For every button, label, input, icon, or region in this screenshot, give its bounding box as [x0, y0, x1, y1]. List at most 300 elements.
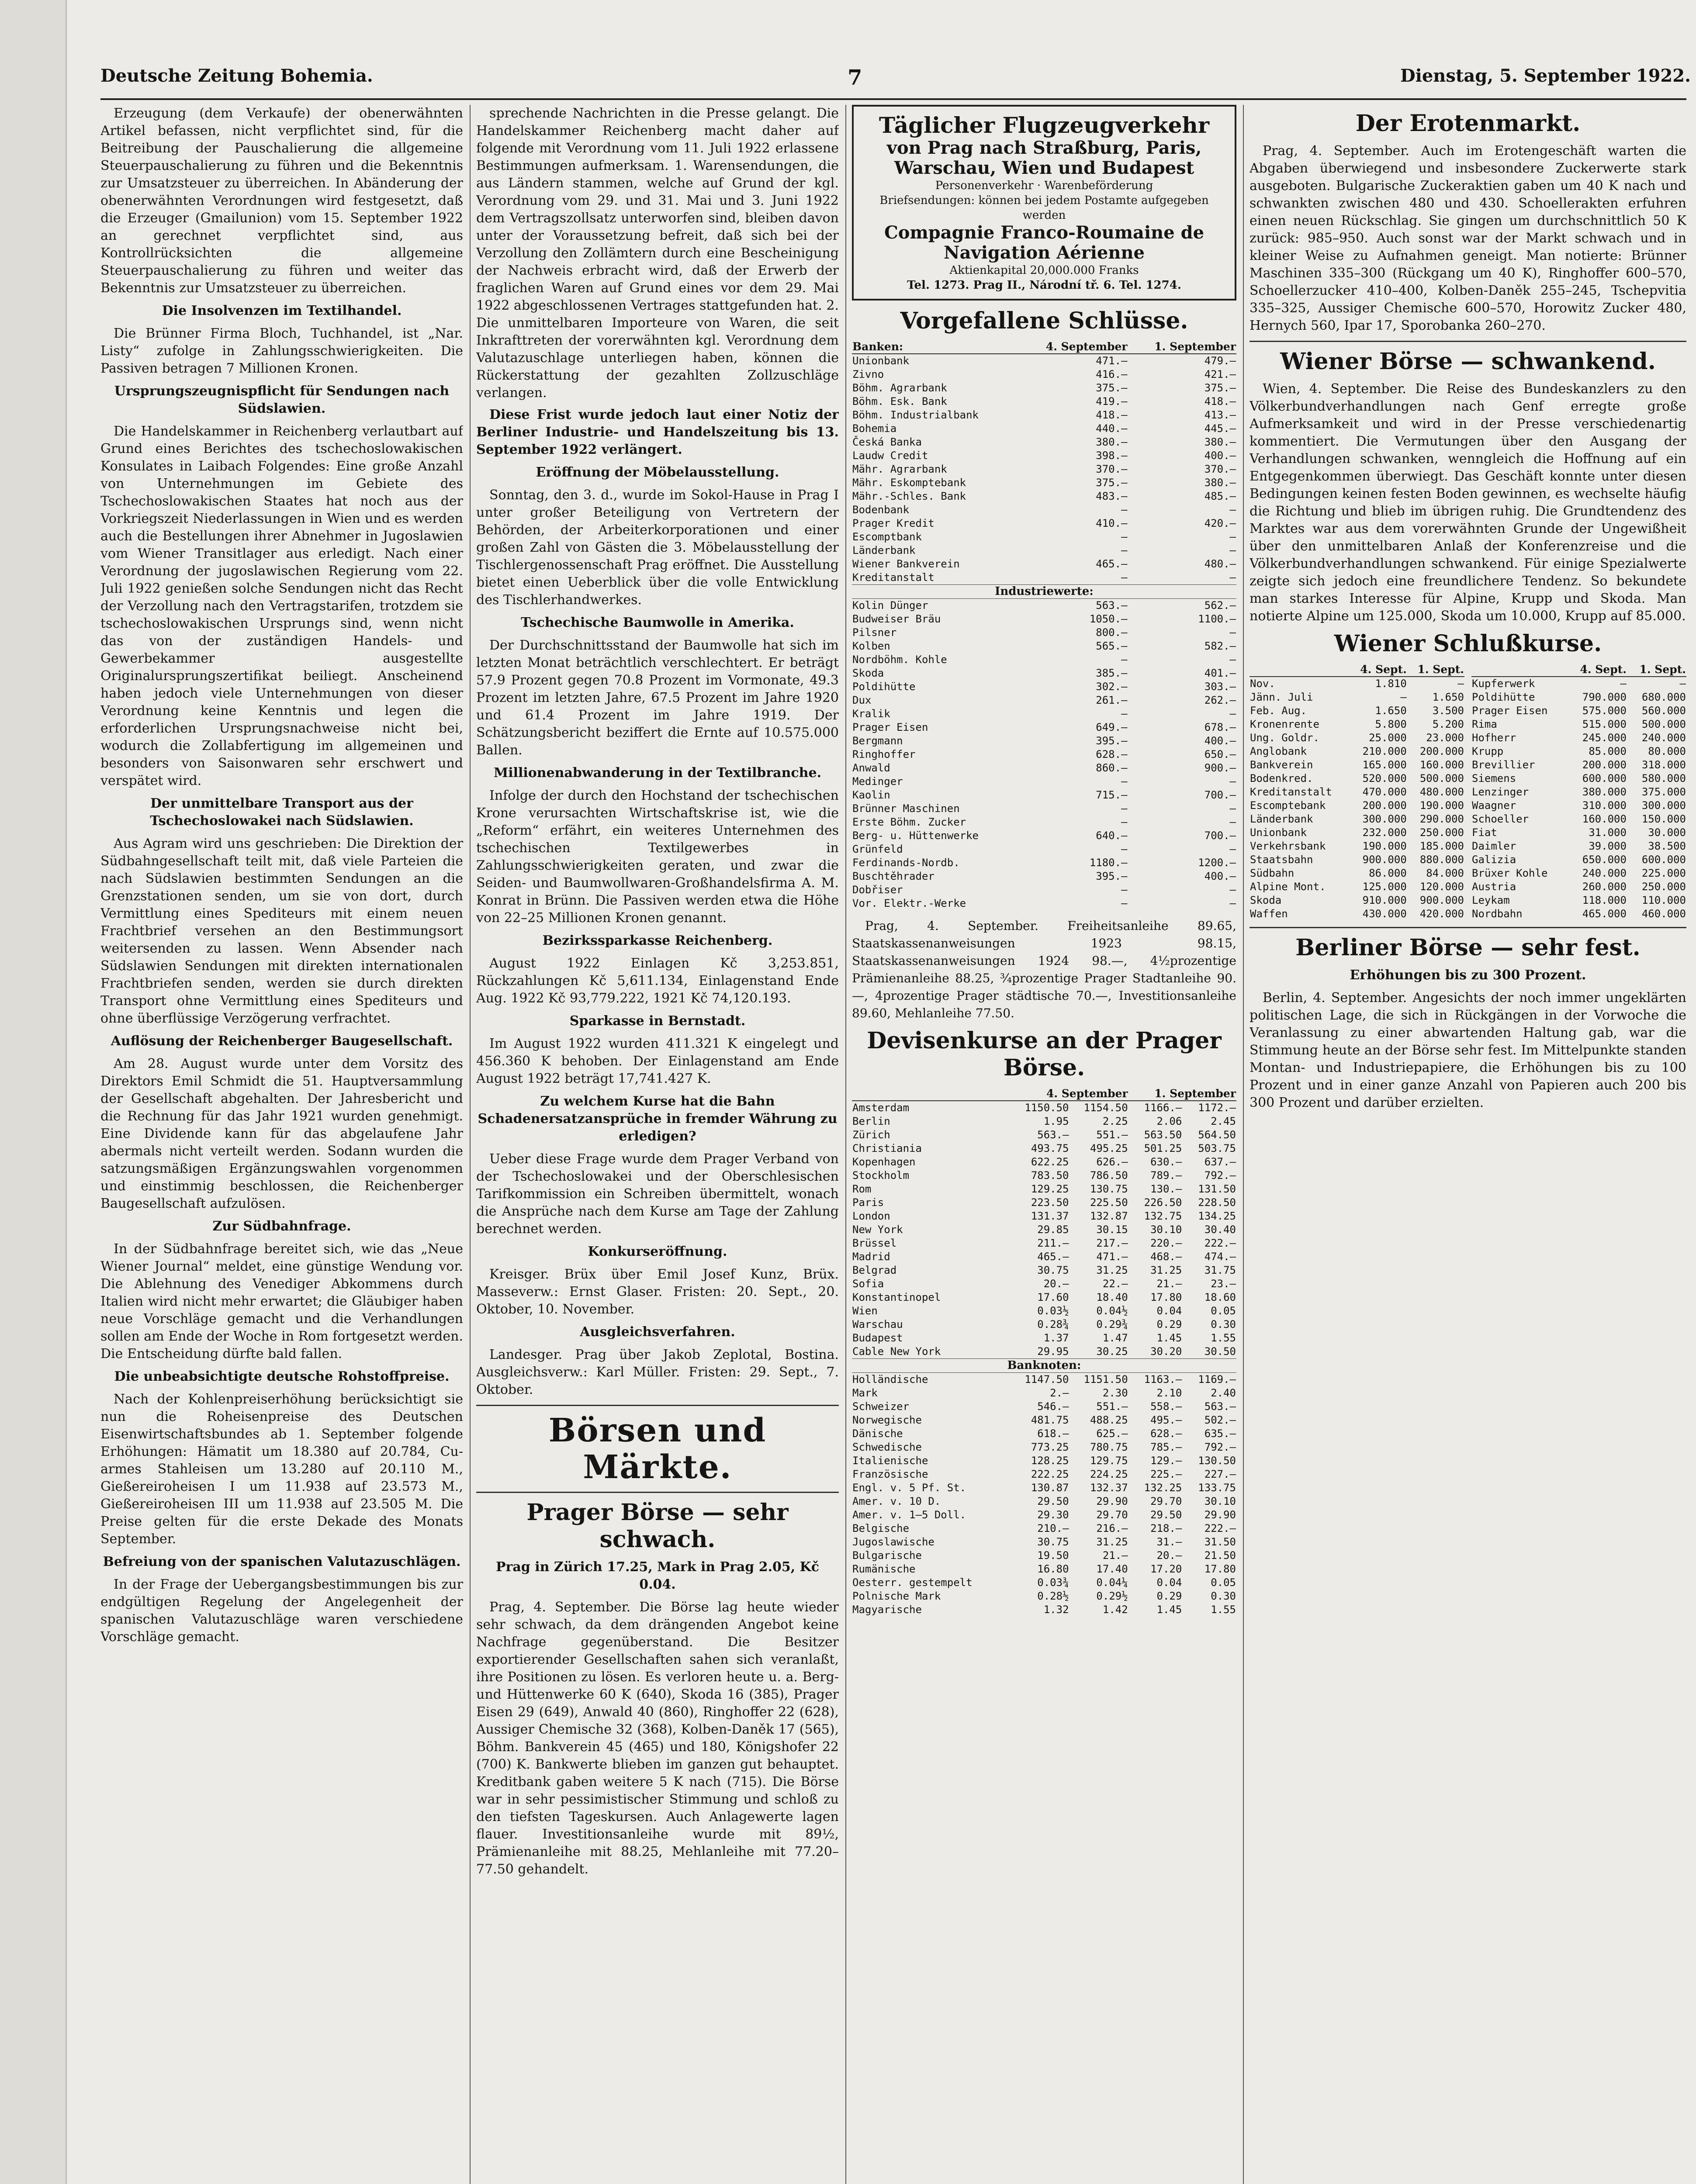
- price-cell: 31.75: [1204, 1264, 1236, 1276]
- price-cell: —: [1121, 504, 1128, 516]
- price-cell: 250.000: [1641, 881, 1686, 893]
- ad-capital: Aktienkapital 20,000.000 Franks: [949, 264, 1139, 277]
- table-row: [1471, 853, 1686, 867]
- article-heading: Zu welchem Kurse hat die Bahn Schadenersatzansprüche in fremder Währung zu erledigen?: [478, 1094, 838, 1144]
- price-cell: 0.28½: [1037, 1590, 1069, 1602]
- price-cell: 222.—: [1204, 1237, 1236, 1249]
- table-row: [852, 1481, 1236, 1495]
- table-row: [1471, 785, 1686, 799]
- row-label: Polnische Mark: [852, 1590, 941, 1602]
- row-label: Ferdinands-Nordb.: [852, 857, 960, 869]
- table-row: [1471, 691, 1686, 704]
- article-text: Sonntag, den 3. d., wurde im Sokol-Hause in Prag I unter großer Beteiligung von Vertretern der Behörden, der Arbeiterkorporationen und einer großen Zahl von Gästen die 3. Möbelausstellung der Tischlergenossenschaft Prag eröffnet. Die Ausstellung bietet einen Ueberblick über die volle Entwicklung des Tischlerhandwerkes.: [476, 487, 839, 608]
- row-label: Kolin Dünger: [852, 599, 928, 612]
- row-label: Skoda: [1250, 894, 1282, 906]
- price-cell: 470.000: [1362, 786, 1407, 798]
- row-label: Schweizer: [852, 1400, 910, 1413]
- price-cell: 1.47: [1102, 1332, 1128, 1344]
- page-number: 7: [848, 66, 862, 90]
- price-cell: 130.—: [1150, 1183, 1182, 1195]
- table-row: [1250, 758, 1464, 772]
- row-label: Zivno: [852, 368, 884, 380]
- article-heading: Bezirkssparkasse Reichenberg.: [542, 933, 773, 948]
- price-cell: 302.—: [1096, 681, 1128, 693]
- table-row: [1250, 718, 1464, 731]
- column-header: [1471, 663, 1568, 677]
- row-label: Bergmann: [852, 735, 903, 747]
- table-row: [1250, 840, 1464, 853]
- article-text: Nach der Kohlenpreiserhöhung berücksichtigt sie nun die Roheisenpreise des Deutschen Eisenwirtschaftsbundes ab 1. September folgende Erhöhungen: Hämatit um 18.380 auf 20.784, Cu-armes Stahleisen um 13.280 auf 20.110 M., Gießereiroheisen I um 11.938 auf 23.573 M., Gießereiroheisen III um 11.938 auf 23.505 M. Die Preise gelten für die erste Dekade des Monats September.: [100, 1392, 463, 1547]
- price-cell: 401.—: [1204, 667, 1236, 679]
- row-label: Schoeller: [1472, 813, 1529, 825]
- price-cell: 395.—: [1096, 870, 1128, 882]
- price-cell: 780.75: [1090, 1441, 1128, 1453]
- price-cell: 792.—: [1204, 1441, 1236, 1453]
- price-cell: 2.45: [1211, 1115, 1236, 1127]
- price-cell: 551.—: [1096, 1129, 1128, 1141]
- price-cell: 1.55: [1211, 1332, 1236, 1344]
- row-label: Jugoslawische: [852, 1536, 935, 1548]
- table-row: [852, 435, 1236, 449]
- price-cell: 562.—: [1204, 599, 1236, 612]
- price-cell: 20.—: [1156, 1549, 1182, 1562]
- row-label: Nordbahn: [1472, 908, 1523, 920]
- price-cell: 0.30: [1211, 1590, 1236, 1602]
- article-heading: Millionenabwanderung in der Textilbranche.: [493, 765, 822, 781]
- table-row: [852, 788, 1236, 802]
- price-cell: 30.50: [1204, 1345, 1236, 1358]
- table-row: [852, 1209, 1236, 1223]
- article-text: Berlin, 4. September. Angesichts der noch immer ungeklärten politischen Lage, die sich in Rückgängen in der Vorwoche die Veranlassung zu einer abwartenden Haltung gab, war die Stimmung heute an der Börse sehr fest. Im Mittelpunkte standen Montan- und Industriepapiere, die Erhöhungen bis zu 100 Prozent und in einer ganze Anzahl von Papieren auch 200 bis 300 Prozent und darüber erzielten.: [1250, 990, 1686, 1110]
- price-cell: 39.000: [1589, 840, 1627, 852]
- section-rule: [1250, 927, 1686, 928]
- price-cell: —: [1121, 653, 1128, 666]
- price-cell: 488.25: [1090, 1414, 1128, 1426]
- price-cell: 400.—: [1204, 735, 1236, 747]
- price-cell: 558.—: [1150, 1400, 1182, 1413]
- table-row: [852, 775, 1236, 788]
- table-row: [852, 1495, 1236, 1508]
- row-label: Brüssel: [852, 1237, 897, 1249]
- article-heading: Ausgleichsverfahren.: [580, 1324, 735, 1340]
- price-cell: 29.30: [1037, 1509, 1069, 1521]
- price-cell: 200.000: [1419, 745, 1464, 757]
- price-cell: 29.85: [1037, 1223, 1069, 1236]
- price-cell: 85.000: [1589, 745, 1627, 757]
- price-cell: 385.—: [1096, 667, 1128, 679]
- price-cell: 30.10: [1204, 1495, 1236, 1507]
- row-label: Kaolin: [852, 789, 890, 801]
- table-row: [852, 816, 1236, 829]
- row-label: Poldihütte: [1472, 691, 1535, 703]
- row-label: Oesterr. gestempelt: [852, 1576, 973, 1589]
- row-label: Mähr. Agrarbank: [852, 463, 947, 475]
- table-row: [1250, 853, 1464, 867]
- price-cell: 910.000: [1362, 894, 1407, 906]
- price-cell: 2.30: [1102, 1387, 1128, 1399]
- table-row: [852, 1182, 1236, 1196]
- table-row: [852, 1304, 1236, 1318]
- row-label: Fiat: [1472, 826, 1497, 839]
- row-label: Anglobank: [1250, 745, 1307, 757]
- price-cell: 465.—: [1037, 1251, 1069, 1263]
- price-cell: 29.70: [1096, 1509, 1128, 1521]
- price-cell: —: [1121, 884, 1128, 896]
- price-cell: 16.80: [1037, 1563, 1069, 1575]
- price-cell: 310.000: [1582, 799, 1627, 812]
- row-label: Ringhoffer: [852, 748, 916, 760]
- article-text: Diese Frist wurde jedoch laut einer Notiz der Berliner Industrie- und Handelszeitung bis 13. September 1922 verlängert.: [476, 407, 839, 457]
- price-cell: 218.—: [1150, 1522, 1182, 1534]
- price-cell: 31.000: [1589, 826, 1627, 839]
- row-label: Skoda: [852, 667, 884, 679]
- row-label: Feb. Aug.: [1250, 705, 1307, 717]
- price-cell: 300.000: [1362, 813, 1407, 825]
- row-label: Nordböhm. Kohle: [852, 653, 947, 666]
- price-cell: 21.—: [1156, 1278, 1182, 1290]
- table-row: [1250, 894, 1464, 907]
- table-row: [852, 1427, 1236, 1441]
- price-cell: 5.200: [1432, 718, 1464, 730]
- table-row: [852, 1535, 1236, 1549]
- table-row: [1250, 867, 1464, 880]
- price-cell: 210.—: [1037, 1522, 1069, 1534]
- price-cell: 471.—: [1096, 1251, 1128, 1263]
- price-cell: 225.—: [1150, 1468, 1182, 1480]
- price-cell: 375.—: [1204, 382, 1236, 394]
- row-label: Berlin: [852, 1115, 890, 1127]
- price-cell: —: [1229, 802, 1236, 815]
- price-cell: 129.75: [1090, 1455, 1128, 1467]
- price-cell: 2.40: [1211, 1387, 1236, 1399]
- row-label: Stockholm: [852, 1169, 910, 1182]
- price-cell: 564.50: [1198, 1129, 1236, 1141]
- table-row: [852, 626, 1236, 639]
- row-label: Dobřiser: [852, 884, 903, 896]
- price-cell: 23.000: [1426, 732, 1464, 744]
- row-label: Nov.: [1250, 677, 1275, 690]
- price-cell: 132.87: [1090, 1210, 1128, 1222]
- price-cell: 318.000: [1641, 759, 1686, 771]
- price-cell: 300.000: [1641, 799, 1686, 812]
- table-row: [852, 1101, 1236, 1115]
- price-cell: 468.—: [1150, 1251, 1182, 1263]
- article-heading: Ursprungszeugnispflicht für Sendungen nach Südslawien.: [114, 384, 450, 416]
- row-label: Waffen: [1250, 908, 1288, 920]
- row-label: Waagner: [1472, 799, 1516, 812]
- price-cell: 400.—: [1204, 870, 1236, 882]
- price-cell: 1147.50: [1025, 1373, 1069, 1386]
- page-header: [100, 66, 1691, 92]
- table-row: [1471, 867, 1686, 880]
- row-label: Rom: [852, 1183, 872, 1195]
- price-cell: 502.—: [1204, 1414, 1236, 1426]
- table-row: [852, 517, 1236, 530]
- price-cell: 19.50: [1037, 1549, 1069, 1562]
- exchange-rates-table: [852, 1087, 1236, 1617]
- price-cell: 1169.—: [1198, 1373, 1236, 1386]
- article-text: Wien, 4. September. Die Reise des Bundeskanzlers zu den Völkerbundverhandlungen nach Genf erregte große Aufmerksamkeit und wird in der Presse verschiedenartig kommentiert. Die Vermutungen über den Ausgang der Verhandlungen schwanken, wenngleich die Hoffnung auf ein Entgegenkommen überwiegt. Das Geschäft konnte unter diesen Bedingungen keinen festen Boden gewinnen, es wechselte häufig die Richtung und blieb im übrigen ruhig. Die Grundtendenz des Marktes war aus dem vorerwähnten Grunde der Ungewißheit über den unmittelbaren Anlaß der Konferenzreise und die Völkerbundverhandlungen schwankend. Für einige Spezialwerte zeigte sich jedoch eine freundlichere Tendenz. So bekundete man starkes Interesse für Alpine, Krupp und Skoda. Man notierte Alpine um 125.000, Skoda um 10.000, Krupp auf 85.000.: [1250, 381, 1686, 624]
- vienna-closing-tables: [1250, 663, 1686, 921]
- price-cell: 471.—: [1096, 355, 1128, 367]
- price-cell: 232.000: [1362, 826, 1407, 839]
- price-cell: 1200.—: [1198, 857, 1236, 869]
- table-row: [852, 1331, 1236, 1345]
- price-cell: 228.50: [1198, 1196, 1236, 1209]
- column-header: 1. September: [1128, 1087, 1236, 1101]
- row-label: Grünfeld: [852, 843, 903, 855]
- row-label: Zürich: [852, 1129, 890, 1141]
- column-header: 1. Sept.: [1627, 663, 1686, 677]
- price-cell: 375.—: [1096, 477, 1128, 489]
- row-label: Italienische: [852, 1455, 928, 1467]
- row-label: Siemens: [1472, 772, 1516, 784]
- price-cell: 0.29¾: [1096, 1318, 1128, 1330]
- price-cell: 500.000: [1641, 718, 1686, 730]
- price-cell: —: [1121, 531, 1128, 543]
- price-cell: 240.000: [1582, 867, 1627, 879]
- price-cell: 618.—: [1037, 1427, 1069, 1440]
- row-label: Böhm. Industrialbank: [852, 409, 979, 421]
- table-row: [852, 667, 1236, 680]
- table-row: [852, 1413, 1236, 1427]
- table-row: [1250, 731, 1464, 745]
- price-cell: 495.—: [1150, 1414, 1182, 1426]
- price-cell: 413.—: [1204, 409, 1236, 421]
- row-label: Dänische: [852, 1427, 903, 1440]
- ad-headline: Täglicher Flugzeugverkehr: [879, 112, 1210, 138]
- price-cell: 128.25: [1031, 1455, 1069, 1467]
- column-header: 1. Sept.: [1407, 663, 1464, 677]
- price-cell: 1166.—: [1144, 1102, 1182, 1114]
- price-cell: 25.000: [1369, 732, 1407, 744]
- price-cell: 38.500: [1648, 840, 1686, 852]
- price-cell: 1163.—: [1144, 1373, 1182, 1386]
- price-cell: 546.—: [1037, 1400, 1069, 1413]
- row-label: Escomptebank: [1250, 799, 1326, 812]
- article-heading: Tschechische Baumwolle in Amerika.: [521, 615, 794, 630]
- price-cell: —: [1400, 691, 1407, 703]
- price-cell: 29.90: [1204, 1509, 1236, 1521]
- table-row: [852, 530, 1236, 544]
- table-section-label: Banknoten:: [852, 1359, 1236, 1373]
- price-cell: 480.—: [1204, 558, 1236, 570]
- article-text: In der Südbahnfrage bereitet sich, wie das „Neue Wiener Journal“ meldet, eine günstige Wendung vor. Die Ablehnung des Venediger Abkommens durch Italien wird nicht mehr erwartet; die Gläubiger haben neue Vorschläge gemacht und die Verhandlungen sollen am Ende der Woche in Rom fortgesetzt werden. Die Entscheidung dürfte bald fallen.: [100, 1241, 463, 1362]
- table-row: [852, 694, 1236, 707]
- price-cell: —: [1229, 544, 1236, 556]
- table-row: [852, 1291, 1236, 1304]
- table-row: [1471, 758, 1686, 772]
- article-heading: Auflösung der Reichenberger Baugesellschaft.: [111, 1033, 453, 1049]
- price-cell: 370.—: [1096, 463, 1128, 475]
- price-cell: 18.40: [1096, 1291, 1128, 1303]
- table-row: [852, 802, 1236, 816]
- row-label: Rima: [1472, 718, 1497, 730]
- price-cell: 582.—: [1204, 640, 1236, 652]
- price-cell: 503.75: [1198, 1142, 1236, 1154]
- price-cell: 0.04½: [1096, 1305, 1128, 1317]
- table-row: [852, 354, 1236, 368]
- price-cell: 900.000: [1419, 894, 1464, 906]
- price-cell: 410.—: [1096, 517, 1128, 529]
- price-cell: 1150.50: [1025, 1102, 1069, 1114]
- table-row: [852, 1128, 1236, 1142]
- row-label: Mähr. Eskomptebank: [852, 477, 966, 489]
- table-row: [852, 1454, 1236, 1468]
- row-label: Staatsbahn: [1250, 854, 1313, 866]
- price-cell: 0.05: [1211, 1576, 1236, 1589]
- row-label: Bulgarische: [852, 1549, 922, 1562]
- table-row: [852, 721, 1236, 734]
- table-row: [852, 612, 1236, 626]
- table-row: [852, 639, 1236, 653]
- price-cell: 626.—: [1096, 1156, 1128, 1168]
- price-cell: 211.—: [1037, 1237, 1069, 1249]
- row-label: London: [852, 1210, 890, 1222]
- price-cell: —: [1229, 843, 1236, 855]
- price-cell: 226.50: [1144, 1196, 1182, 1209]
- table-row: [852, 1223, 1236, 1237]
- row-label: Brünner Maschinen: [852, 802, 960, 815]
- section-rule: [476, 1492, 839, 1493]
- row-label: Engl. v. 5 Pf. St.: [852, 1482, 966, 1494]
- row-label: Paris: [852, 1196, 884, 1209]
- row-label: Südbahn: [1250, 867, 1294, 879]
- article-subheading: Prag in Zürich 17.25, Mark in Prag 2.05, Kč 0.04.: [496, 1559, 819, 1592]
- row-label: Prager Kredit: [852, 517, 935, 529]
- price-cell: 416.—: [1096, 368, 1128, 380]
- table-row: [852, 1115, 1236, 1128]
- row-label: Kreditanstalt: [1250, 786, 1332, 798]
- price-cell: 190.000: [1419, 799, 1464, 812]
- price-cell: 125.000: [1362, 881, 1407, 893]
- price-cell: 129.—: [1150, 1455, 1182, 1467]
- price-cell: 500.000: [1419, 772, 1464, 784]
- table-row: [1250, 745, 1464, 758]
- table-row: [1471, 745, 1686, 758]
- table-row: [852, 1196, 1236, 1209]
- table-row: [1471, 731, 1686, 745]
- price-cell: 30.75: [1037, 1536, 1069, 1548]
- price-cell: 678.—: [1204, 721, 1236, 733]
- table-row: [852, 748, 1236, 761]
- price-cell: 17.80: [1150, 1291, 1182, 1303]
- table-row: [1250, 880, 1464, 894]
- price-cell: 880.000: [1419, 854, 1464, 866]
- row-label: Holländische: [852, 1373, 928, 1386]
- price-cell: —: [1121, 708, 1128, 720]
- row-label: Warschau: [852, 1318, 903, 1330]
- row-label: New York: [852, 1223, 903, 1236]
- article-text: Prag, 4. September. Die Börse lag heute wieder sehr schwach, da dem drängenden Angebot keine Nachfrage gegenüberstand. Die Besitzer exportierender Gesellschaften sahen sich veranlaßt, ihre Positionen zu lösen. Es verloren heute u. a. Berg- und Hüttenwerke 60 K (640), Skoda 16 (385), Prager Eisen 29 (649), Anwald 40 (860), Ringhoffer 22 (628), Aussiger Chemische 32 (368), Kolben-Daněk 17 (565), Böhm. Bankverein 45 (465) und 180, Königshofer 22 (700) K. Bankwerte blieben im ganzen gut behauptet. Kreditbank gaben weitere 5 K nach (715). Die Börse war in sehr pessimistischer Stimmung und schloß zu den tiefsten Tageskursen. Auch Anlagewerte lagen flauer. Investitionsanleihe wurde mit 89½, Prämienanleihe mit 88.25, Mehlanleihe mit 77.20–77.50 gehandelt.: [476, 1600, 839, 1877]
- ad-routes: von Prag nach Straßburg, Paris, Warschau, Wien und Budapest: [886, 138, 1202, 178]
- issue-date: Dienstag, 5. September 1922.: [1400, 66, 1691, 86]
- row-label: Mähr.-Schles. Bank: [852, 490, 966, 502]
- price-cell: —: [1121, 802, 1128, 815]
- price-cell: 0.28¾: [1037, 1318, 1069, 1330]
- price-cell: 1172.—: [1198, 1102, 1236, 1114]
- price-cell: 132.37: [1090, 1482, 1128, 1494]
- row-label: Ung. Goldr.: [1250, 732, 1319, 744]
- section-title: Börsen und Märkte.: [548, 1412, 767, 1486]
- row-label: Medinger: [852, 775, 903, 788]
- row-label: Brüxer Kohle: [1472, 867, 1548, 879]
- ad-company: Compagnie Franco-Roumaine de Navigation Aérienne: [884, 222, 1205, 263]
- price-cell: 786.50: [1090, 1169, 1128, 1182]
- table-row: [852, 856, 1236, 870]
- price-cell: 20.—: [1043, 1278, 1069, 1290]
- price-cell: 303.—: [1204, 681, 1236, 693]
- row-label: Sofia: [852, 1278, 884, 1290]
- price-cell: 400.—: [1204, 449, 1236, 462]
- row-label: Länderbank: [852, 544, 916, 556]
- table-section-label: Industriewerte:: [852, 585, 1236, 599]
- row-label: Länderbank: [1250, 813, 1313, 825]
- price-cell: 29.90: [1096, 1495, 1128, 1507]
- price-cell: 551.—: [1096, 1400, 1128, 1413]
- price-cell: 30.15: [1096, 1223, 1128, 1236]
- price-cell: —: [1121, 816, 1128, 828]
- price-cell: 380.—: [1204, 436, 1236, 448]
- price-cell: 495.25: [1090, 1142, 1128, 1154]
- table-row: [852, 1603, 1236, 1617]
- article-heading: Konkurseröffnung.: [588, 1244, 727, 1259]
- table-row: [852, 1373, 1236, 1387]
- table-row: [852, 408, 1236, 422]
- row-label: Kreditanstalt: [852, 571, 935, 584]
- row-label: Konstantinopel: [852, 1291, 941, 1303]
- row-label: Amer. v. 1–5 Doll.: [852, 1509, 966, 1521]
- price-cell: 31.25: [1096, 1264, 1128, 1276]
- price-cell: —: [1229, 626, 1236, 639]
- table-row: [852, 1562, 1236, 1576]
- price-cell: 30.000: [1648, 826, 1686, 839]
- price-cell: 860.—: [1096, 762, 1128, 774]
- price-cell: 134.25: [1198, 1210, 1236, 1222]
- table-row: [852, 1250, 1236, 1264]
- row-label: Bodenbank: [852, 504, 910, 516]
- table-row: [1250, 772, 1464, 785]
- price-cell: 30.40: [1204, 1223, 1236, 1236]
- price-cell: 160.000: [1419, 759, 1464, 771]
- vienna-table-right: [1471, 663, 1686, 921]
- row-label: Prager Eisen: [852, 721, 928, 733]
- price-cell: 640.—: [1096, 829, 1128, 842]
- article-heading: Wiener Börse — schwankend.: [1280, 348, 1656, 375]
- price-cell: 0.30: [1211, 1318, 1236, 1330]
- price-cell: 0.29½: [1096, 1590, 1128, 1602]
- row-label: Amer. v. 10 D.: [852, 1495, 941, 1507]
- price-cell: 622.25: [1031, 1156, 1069, 1168]
- row-label: Unionbank: [1250, 826, 1307, 839]
- row-label: Austria: [1472, 881, 1516, 893]
- price-cell: 501.25: [1144, 1142, 1182, 1154]
- price-cell: 261.—: [1096, 694, 1128, 706]
- table-row: [852, 571, 1236, 585]
- price-cell: 31.25: [1096, 1536, 1128, 1548]
- table-row: [852, 897, 1236, 910]
- price-cell: 1.55: [1211, 1603, 1236, 1616]
- price-cell: 1.37: [1043, 1332, 1069, 1344]
- article-text: Prag, 4. September. Freiheitsanleihe 89.65, Staatskassenanweisungen 1923 98.15, Staatskassenanweisungen 1924 98.—, 4½prozentige Prämienanleihe 88.25, ¾prozentige Prager Stadtanleihe 90.—, 4prozentige Prager städtische 70.—, Investitionsanleihe 89.60, Mehlanleihe 77.50.: [852, 919, 1236, 1020]
- price-cell: 133.75: [1198, 1482, 1236, 1494]
- price-cell: —: [1229, 816, 1236, 828]
- price-cell: 0.29: [1156, 1590, 1182, 1602]
- previous-page-edge: [0, 0, 67, 2184]
- price-cell: 29.50: [1150, 1509, 1182, 1521]
- price-cell: 200.000: [1582, 759, 1627, 771]
- price-cell: 18.60: [1204, 1291, 1236, 1303]
